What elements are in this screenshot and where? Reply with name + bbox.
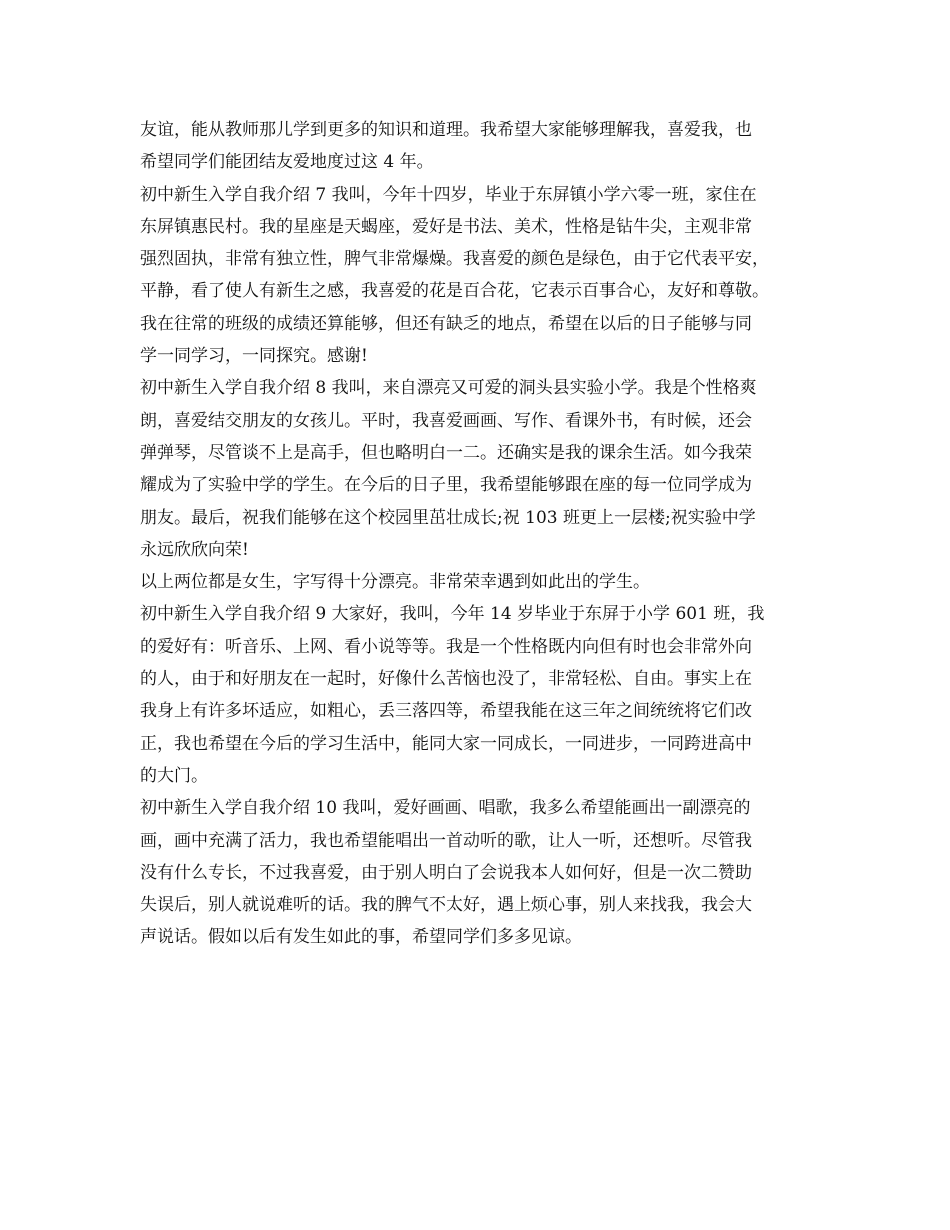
text-line: 友谊，能从教师那儿学到更多的知识和道理。我希望大家能够理解我，喜爱我，也 [140,120,752,140]
text-line: 失误后，别人就说难听的话。我的脾气不太好，遇上烦心事，别人来找我，我会大 [140,895,752,916]
text-line: 我在往常的班级的成绩还算能够，但还有缺乏的地点，希望在以后的日子能够与同 [140,313,752,334]
text-line: 我身上有许多坏适应，如粗心，丢三落四等，希望我能在这三年之间统统将它们改 [140,701,752,722]
text-line: 的人，由于和好朋友在一起时，好像什么苦恼也没了，非常轻松、自由。事实上在 [140,669,752,690]
text-line: 没有什么专长，不过我喜爱，由于别人明白了会说我本人如何好，但是一次二赞助 [140,862,752,883]
text-line: 初中新生入学自我介绍 10 我叫，爱好画画、唱歌，我多么希望能画出一副漂亮的 [140,798,751,819]
text-line: 初中新生入学自我介绍 7 我叫，今年十四岁，毕业于东屏镇小学六零一班，家住在 [140,184,757,205]
text-line: 的大门。 [140,765,208,786]
text-line: 以上两位都是女生，字写得十分漂亮。非常荣幸遇到如此出的学生。 [140,572,650,593]
text-line: 耀成为了实验中学的学生。在今后的日子里，我希望能够跟在座的每一位同学成为 [140,475,752,496]
text-line: 声说话。假如以后有发生如此的事，希望同学们多多见谅。 [140,927,582,948]
text-line: 永远欣欣向荣! [140,539,249,560]
text-line: 平静，看了使人有新生之感，我喜爱的花是百合花，它表示百事合心，友好和尊敬。 [140,281,769,302]
text-line: 希望同学们能团结友爱地度过这 4 年。 [140,152,434,173]
text-line: 朗，喜爱结交朋友的女孩儿。平时，我喜爱画画、写作、看课外书，有时候，还会 [140,410,752,431]
text-line: 朋友。最后，祝我们能够在这个校园里茁壮成长;祝 103 班更上一层楼;祝实验中学 [140,507,756,528]
text-line: 初中新生入学自我介绍 9 大家好，我叫，今年 14 岁毕业于东屏于小学 601 班，我 [140,604,765,625]
text-line: 的爱好有：听音乐、上网、看小说等等。我是一个性格既内向但有时也会非常外向 [140,636,752,657]
text-line: 东屏镇惠民村。我的星座是天蝎座，爱好是书法、美术，性格是钻牛尖，主观非常 [140,216,752,237]
text-line: 画，画中充满了活力，我也希望能唱出一首动听的歌，让人一听，还想听。尽管我 [140,830,752,851]
text-line: 强烈固执，非常有独立性，脾气非常爆燥。我喜爱的颜色是绿色，由于它代表平安， [140,249,769,270]
text-line: 初中新生入学自我介绍 8 我叫，来自漂亮又可爱的洞头县实验小学。我是个性格爽 [140,378,757,399]
text-line: 弹弹琴，尽管谈不上是高手，但也略明白一二。还确实是我的课余生活。如今我荣 [140,442,752,463]
document-body [140,114,820,954]
text-line: 学一同学习，一同探究。感谢! [140,346,368,367]
text-line: 正，我也希望在今后的学习生活中，能同大家一同成长，一同进步，一同跨进高中 [140,733,752,754]
